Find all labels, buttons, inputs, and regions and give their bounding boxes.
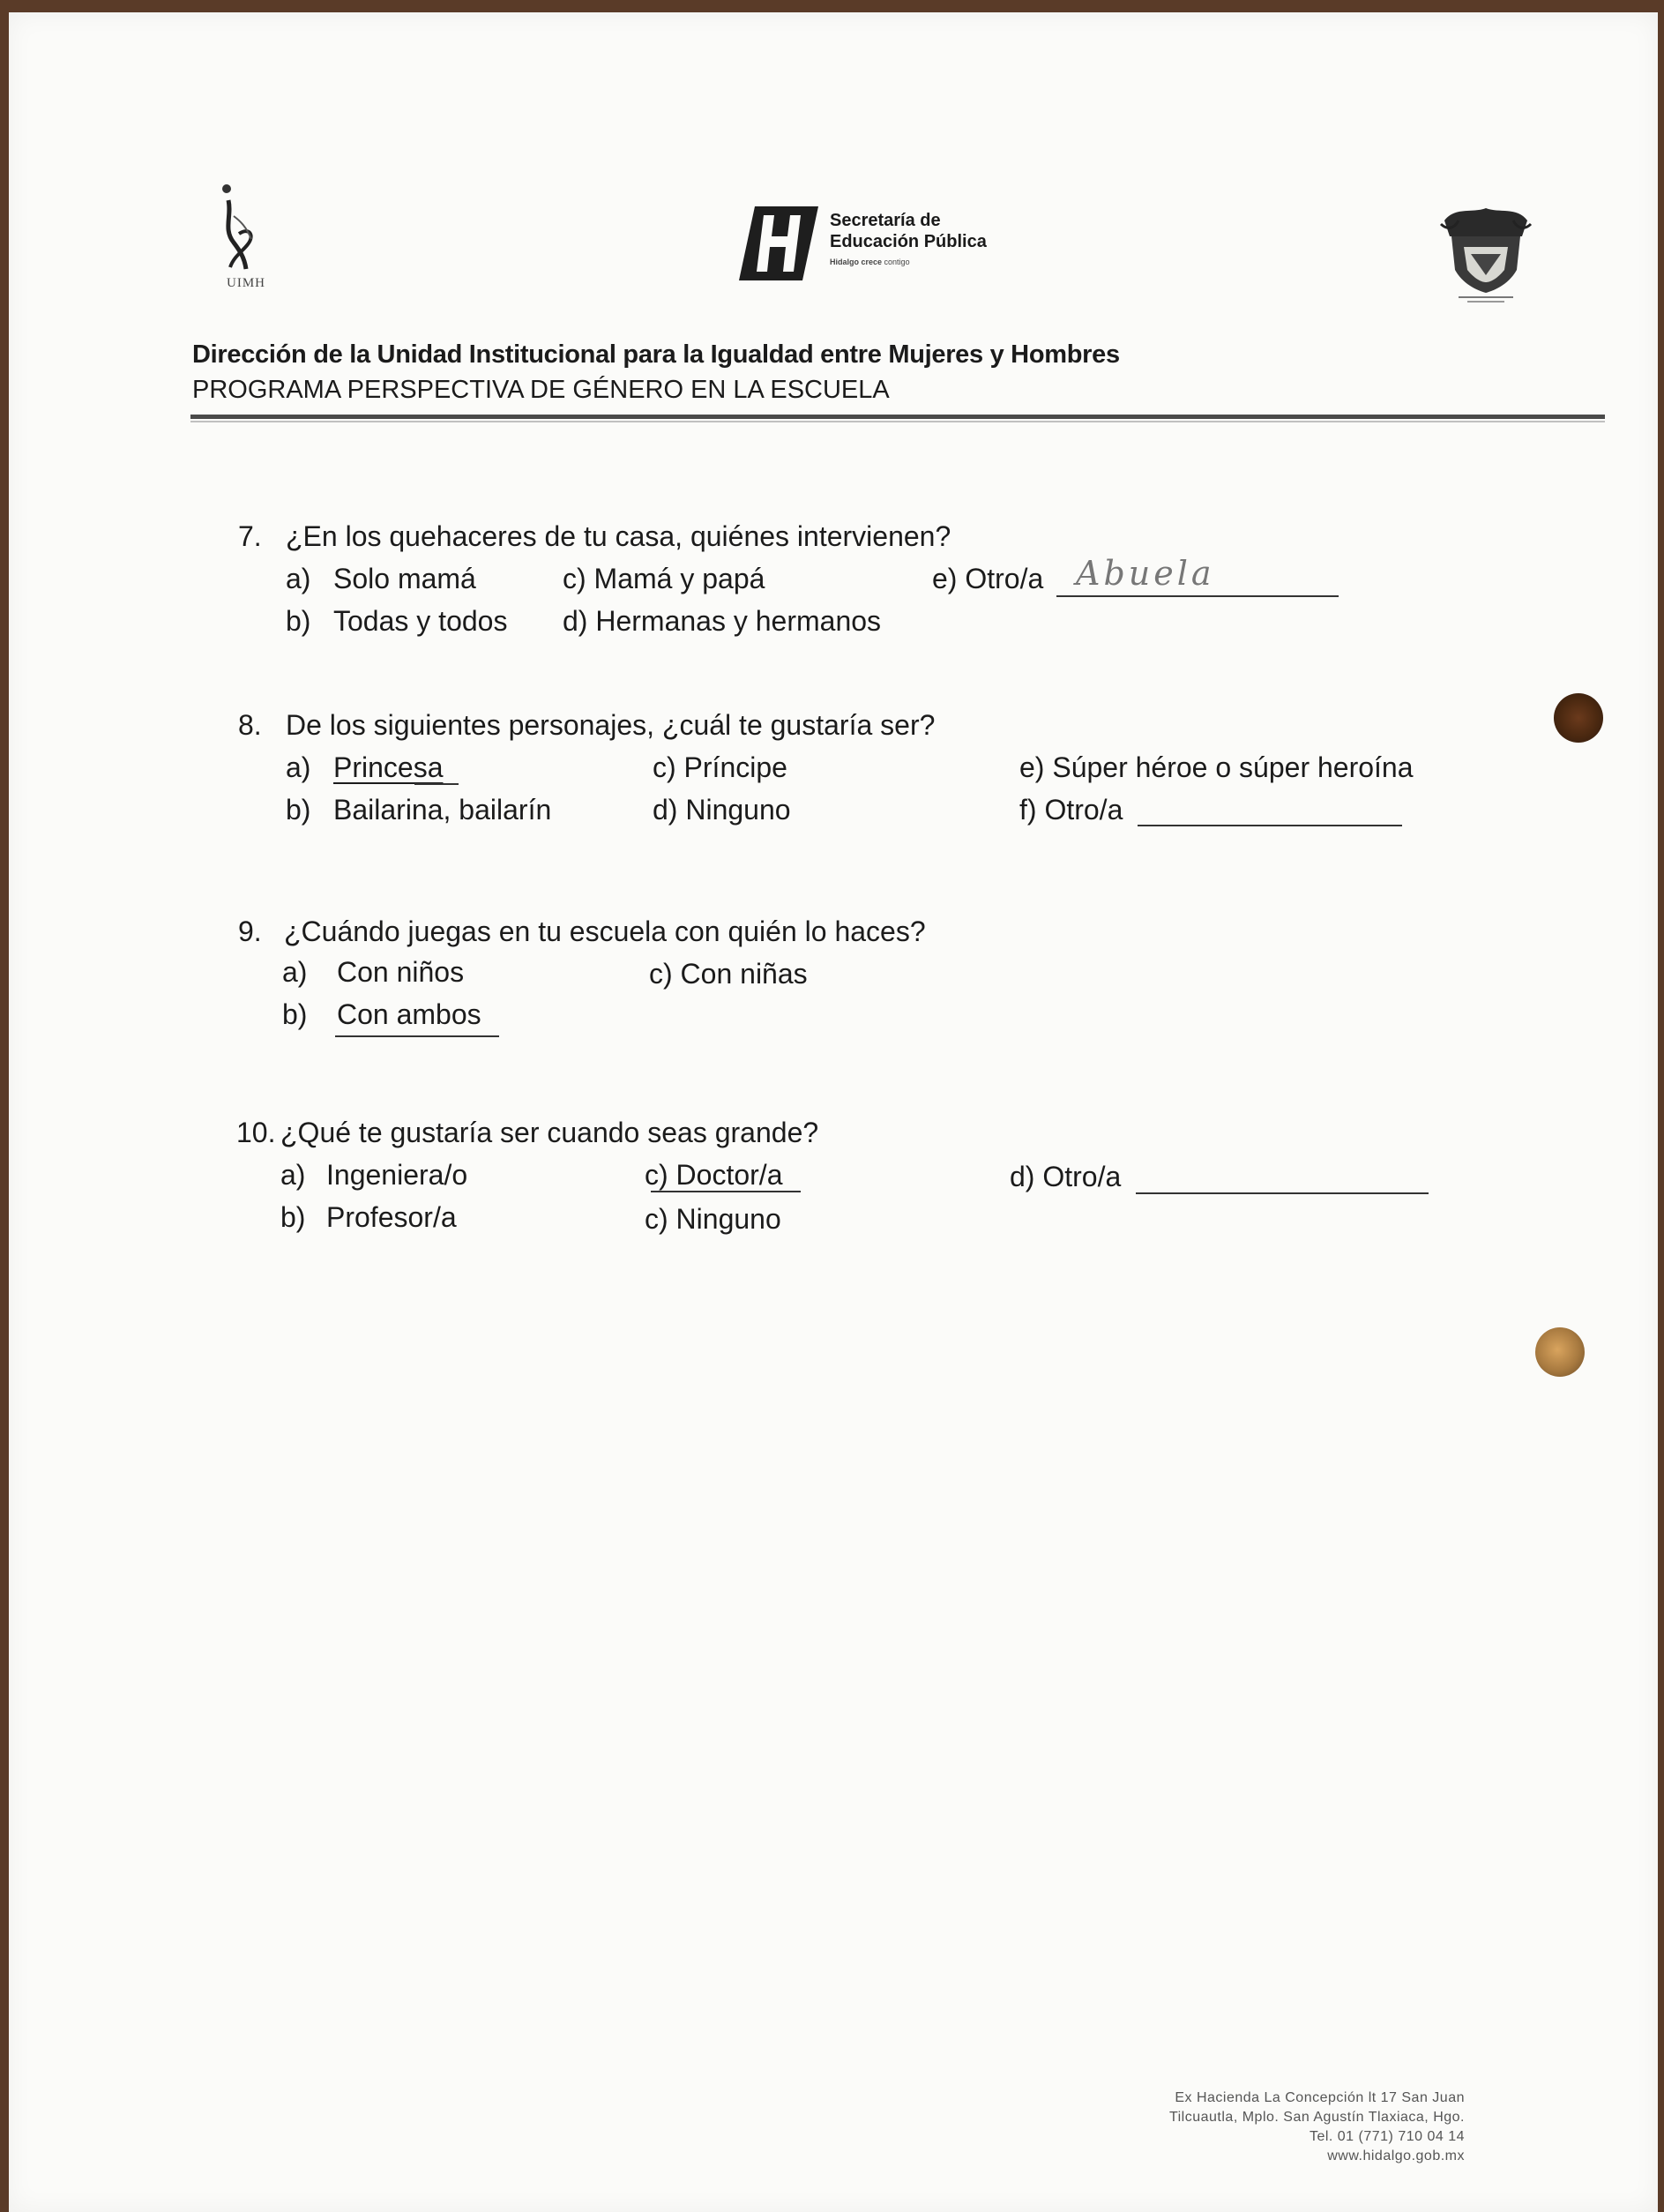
q7-option-b-text: Todas y todos bbox=[333, 605, 508, 637]
sep-tagline-rest: contigo bbox=[884, 258, 910, 266]
sep-name bbox=[830, 210, 987, 252]
q10-answer-underline bbox=[651, 1191, 801, 1192]
q10-option-c: c) Doctor/a bbox=[645, 1159, 783, 1191]
uimh-logo bbox=[214, 181, 278, 300]
q10-option-b-label: b) bbox=[280, 1201, 306, 1233]
q7-option-c: c) Mamá y papá bbox=[563, 563, 765, 594]
q10-option-c-ninguno: c) Ninguno bbox=[645, 1203, 781, 1235]
question-7-number: 7. bbox=[238, 520, 262, 552]
q8-option-b-text: Bailarina, bailarín bbox=[333, 794, 552, 826]
q8-underline-extension bbox=[414, 783, 459, 785]
q9-answer-underline bbox=[335, 1035, 499, 1037]
footer-line-2: Tilcuautla, Mplo. San Agustín Tlaxiaca, Hgo. bbox=[1168, 2110, 1465, 2125]
punch-hole-top bbox=[1554, 693, 1603, 743]
q7-option-b-label: b) bbox=[286, 605, 311, 637]
question-8-number: 8. bbox=[238, 709, 262, 741]
footer-line-1: Ex Hacienda La Concepción lt 17 San Juan bbox=[1175, 2090, 1465, 2105]
q7-option-a-text: Solo mamá bbox=[333, 563, 476, 594]
program-title: PROGRAMA PERSPECTIVA DE GÉNERO EN LA ESCUELA bbox=[192, 376, 890, 404]
q10-option-a-text: Ingeniera/o bbox=[326, 1159, 468, 1191]
q8-option-f-blank bbox=[1138, 825, 1402, 826]
document-title: Dirección de la Unidad Institucional para la Igualdad entre Mujeres y Hombres bbox=[192, 340, 1120, 369]
q7-option-d: d) Hermanas y hermanos bbox=[563, 605, 882, 637]
q7-option-a-label: a) bbox=[286, 563, 311, 594]
q9-option-c: c) Con niñas bbox=[649, 958, 808, 990]
sep-line-2: Educación Pública bbox=[830, 232, 987, 251]
q8-option-b-label: b) bbox=[286, 794, 311, 826]
sep-tagline bbox=[830, 258, 910, 266]
coat-of-arms-logo bbox=[1437, 201, 1534, 305]
ribbon-figure-icon bbox=[214, 181, 278, 273]
punch-hole-bottom bbox=[1535, 1327, 1585, 1377]
q9-option-b-text: Con ambos bbox=[337, 998, 481, 1030]
uimh-logo-text: UIMH bbox=[227, 276, 265, 290]
question-10-number: 10. bbox=[236, 1117, 276, 1148]
q10-option-d-blank bbox=[1136, 1192, 1429, 1194]
q10-option-d: d) Otro/a bbox=[1010, 1161, 1122, 1192]
sep-h-logo bbox=[739, 205, 818, 282]
coat-of-arms-icon bbox=[1437, 201, 1534, 305]
q8-option-a-label: a) bbox=[286, 751, 311, 783]
q7-option-e: e) Otro/a bbox=[932, 563, 1044, 594]
question-9-number: 9. bbox=[238, 915, 262, 947]
footer-phone: Tel. 01 (771) 710 04 14 bbox=[1309, 2129, 1465, 2144]
question-7-text: ¿En los quehaceres de tu casa, quiénes intervienen? bbox=[286, 520, 951, 552]
header-divider-shadow bbox=[190, 421, 1605, 422]
q8-option-f: f) Otro/a bbox=[1019, 794, 1123, 826]
q10-option-a-label: a) bbox=[280, 1159, 306, 1191]
q9-option-a-label: a) bbox=[282, 956, 308, 988]
q7-answer-line bbox=[1056, 595, 1339, 597]
q8-option-d: d) Ninguno bbox=[653, 794, 791, 826]
sep-tagline-bold: Hidalgo crece bbox=[830, 258, 883, 266]
q10-option-b-text: Profesor/a bbox=[326, 1201, 457, 1233]
q7-handwritten-answer: Abuela bbox=[1076, 554, 1215, 593]
footer-website: www.hidalgo.gob.mx bbox=[1327, 2148, 1465, 2163]
question-8-text: De los siguientes personajes, ¿cuál te gustaría ser? bbox=[286, 709, 936, 741]
footer-address bbox=[1169, 2089, 1465, 2166]
q8-option-c: c) Príncipe bbox=[653, 751, 787, 783]
hidalgo-h-icon bbox=[739, 205, 818, 282]
q8-option-e: e) Súper héroe o súper heroína bbox=[1019, 751, 1414, 783]
q8-option-a-text-underlined: Princesa bbox=[333, 751, 444, 783]
sep-line-1: Secretaría de bbox=[830, 211, 941, 230]
header-divider bbox=[190, 415, 1605, 419]
question-9-text: ¿Cuándo juegas en tu escuela con quién lo haces? bbox=[284, 915, 926, 947]
q9-option-b-label: b) bbox=[282, 998, 308, 1030]
q9-option-a-text: Con niños bbox=[337, 956, 465, 988]
question-10-text: ¿Qué te gustaría ser cuando seas grande? bbox=[280, 1117, 819, 1148]
